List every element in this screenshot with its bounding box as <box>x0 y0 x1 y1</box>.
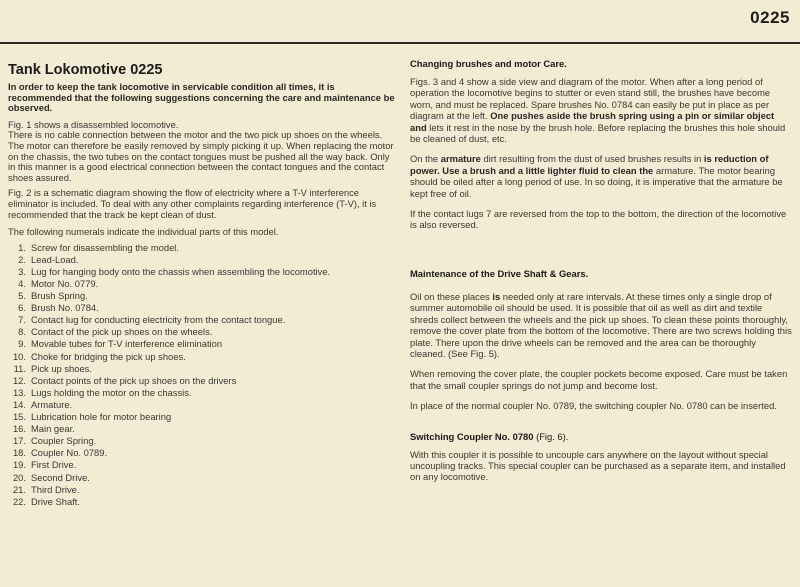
brushes-heading: Changing brushes and motor Care. <box>410 58 567 69</box>
list-item <box>8 435 398 447</box>
brushes-text-c: lets it rest in the nose by the brush hole. Before replacing the brushes this hole should be cleaned of dust, etc. <box>410 121 786 145</box>
list-item-number: 19. <box>12 459 26 471</box>
list-item-number: 9. <box>18 338 26 350</box>
list-item-text: Lugs holding the motor on the chassis. <box>31 386 192 398</box>
list-item <box>8 387 398 399</box>
armature-text-c: dirt resulting from the dust of used brushes results in <box>480 153 704 165</box>
list-item <box>8 254 398 266</box>
oil-text-a: Oil on these places <box>410 290 493 302</box>
parts-list <box>8 242 398 508</box>
list-item-text: Lug for hanging body onto the chassis when assembling the locomotive. <box>31 265 331 277</box>
brushes-text-a: Figs. 3 and 4 show a side view and diagram of the motor. When after a long period of operation the locomotive begins to stutter or even stand still, the brushes have become worn, and must be replaced. Spare brushes No. 0784 can easily be put in place as per diagram at the left. <box>410 76 771 122</box>
list-item-number: 4. <box>18 278 26 289</box>
list-item-number: 13. <box>12 386 26 398</box>
armature-text-a: On the <box>410 153 441 165</box>
fig2-text-a: Fig. 2 is a schematic diagram showing the flow of electricity where a T-V interference eliminator is included. <box>8 187 360 209</box>
list-item-text: Contact lug for conducting electricity from the contact tongue. <box>31 314 286 326</box>
list-item-number: 17. <box>12 435 26 447</box>
list-item <box>8 338 398 350</box>
list-item-number: 6. <box>18 302 26 314</box>
switching-heading-text: Switching Coupler No. 0780 <box>410 430 537 442</box>
list-item-text: Third Drive. <box>31 483 80 495</box>
oil-text-b: is <box>492 290 501 302</box>
list-item-number: 22. <box>12 495 26 507</box>
list-item <box>8 423 398 435</box>
list-item <box>8 375 398 387</box>
brushes-paragraph <box>410 76 792 144</box>
cover-plate-paragraph: When removing the cover plate, the coupler pockets become exposed. Care must be taken that the small coupler springs do not jump and become lost. <box>410 368 788 391</box>
drive-heading: Maintenance of the Drive Shaft & Gears. <box>410 267 589 279</box>
list-item-text: Drive Shaft. <box>31 495 80 507</box>
list-item <box>8 399 398 411</box>
armature-text-b: armature <box>440 153 481 165</box>
coupler-paragraph: In place of the normal coupler No. 0789, the switching coupler No. 0780 can be inserted. <box>410 400 777 412</box>
list-item-number: 7. <box>18 314 26 326</box>
fig2-paragraph <box>8 188 398 220</box>
list-item <box>8 484 398 496</box>
list-item-number: 18. <box>12 447 26 459</box>
list-item <box>8 472 398 484</box>
list-item-number: 3. <box>18 265 26 277</box>
fig1-paragraph: Fig. 1 shows a disassembled locomotive. <box>8 118 179 130</box>
list-item-text: Motor No. 0779. <box>31 278 99 289</box>
switching-heading-fig: (Fig. 6). <box>536 430 569 442</box>
intro-paragraph: In order to keep the tank locomotive in servicable condition all times, it is recommended that the following suggestions concerning the care and maintenance be observed. <box>8 81 395 114</box>
list-item <box>8 278 398 290</box>
list-item-number: 11. <box>13 362 26 374</box>
list-item <box>8 242 398 254</box>
list-item-number: 2. <box>18 253 26 265</box>
switching-heading <box>410 431 792 443</box>
armature-text-e: armature. The motor bearing should be oiled after a long period of use. In so doing, it is imperative that the armature be kept free of oil. <box>410 164 783 199</box>
switching-paragraph: With this coupler it is possible to uncouple cars anywhere on the layout without special uncoupling tracks. This special coupler can be purchased as a separate item, and installed on any locomotive. <box>410 448 786 483</box>
oil-paragraph <box>410 291 792 359</box>
list-item-text: Lead-Load. <box>31 253 79 265</box>
header-divider <box>0 42 800 44</box>
list-item <box>8 326 398 338</box>
list-item-text: Brush No. 0784. <box>31 302 99 314</box>
list-item-text: Choke for bridging the pick up shoes. <box>31 350 186 362</box>
list-item-number: 5. <box>18 290 26 302</box>
armature-text-d: is reduction of power. Use a brush and a little lighter fluid to clean the <box>410 153 769 176</box>
left-column <box>8 62 398 508</box>
list-item-text: Armature. <box>31 398 73 410</box>
list-item-number: 12. <box>12 374 26 386</box>
list-item-text: Movable tubes for T-V interference elimination <box>31 338 223 350</box>
list-item-text: Brush Spring. <box>31 290 88 302</box>
list-item <box>8 314 398 326</box>
contact-lugs-paragraph: If the contact lugs 7 are reversed from the top to the bottom, the direction of the locomotive is also reversed. <box>410 208 787 231</box>
list-item <box>8 363 398 375</box>
list-item-number: 16. <box>12 423 26 435</box>
list-item-text: Pick up shoes. <box>31 362 92 374</box>
list-item-text: Coupler Spring. <box>31 435 97 447</box>
list-item-number: 8. <box>18 326 26 338</box>
list-item-text: Lubrication hole for motor bearing <box>31 411 172 423</box>
list-item-text: Screw for disassembling the model. <box>31 241 179 253</box>
oil-text-c: needed only at rare intervals. At these times only a single drop of summer automobile oil should be used. It is possible that oil as well as dirt and textile shreds collect between the wheels and the pick up shoes. To clean these points thoroughly, remove the cover plate from the bottom of the locomotive. There are two screws holding this plate. There upon the drive wheels can be removed and the area can be thoroughly cleaned. (See Fig. 5). <box>410 290 792 359</box>
list-item <box>8 351 398 363</box>
list-item-number: 20. <box>12 471 26 483</box>
list-item <box>8 411 398 423</box>
list-item-text: First Drive. <box>31 459 77 471</box>
cable-paragraph: There is no cable connection between the motor and the two pick up shoes on the wheels. The motor can therefore be easily removed by simply picking it up. When replacing the motor on the chassis, the two tubes on the contact tongues must be pushed all the way back. Only in this manner is a good electrical connection between the contact tongues and the contact shoes assured. <box>8 129 394 183</box>
list-item-number: 14. <box>12 398 26 410</box>
list-item <box>8 496 398 508</box>
list-item <box>8 266 398 278</box>
list-item-text: Second Drive. <box>31 471 90 483</box>
right-column <box>410 58 792 488</box>
armature-paragraph <box>410 153 792 199</box>
list-item <box>8 459 398 471</box>
list-intro: The following numerals indicate the individual parts of this model. <box>8 226 279 238</box>
fig2-text-b: To deal with any other complaints regarding interference (T-V), it is recommended that the track be kept clean of dust. <box>8 197 377 220</box>
brushes-text-b: One pushes aside the brush spring using a pin or similar object and <box>410 110 775 133</box>
list-item-number: 15. <box>12 411 26 423</box>
list-item-number: 21. <box>12 483 26 495</box>
page-title: Tank Lokomotive 0225 <box>8 62 163 78</box>
list-item <box>8 302 398 314</box>
list-item-text: Contact points of the pick up shoes on the drivers <box>31 374 237 386</box>
model-code: 0225 <box>750 8 790 27</box>
list-item-text: Main gear. <box>31 423 75 435</box>
list-item-text: Coupler No. 0789. <box>31 447 108 459</box>
list-item <box>8 290 398 302</box>
list-item-number: 10. <box>12 350 26 362</box>
list-item-text: Contact of the pick up shoes on the wheels. <box>31 326 213 338</box>
list-item <box>8 447 398 459</box>
list-item-number: 1. <box>18 241 26 253</box>
